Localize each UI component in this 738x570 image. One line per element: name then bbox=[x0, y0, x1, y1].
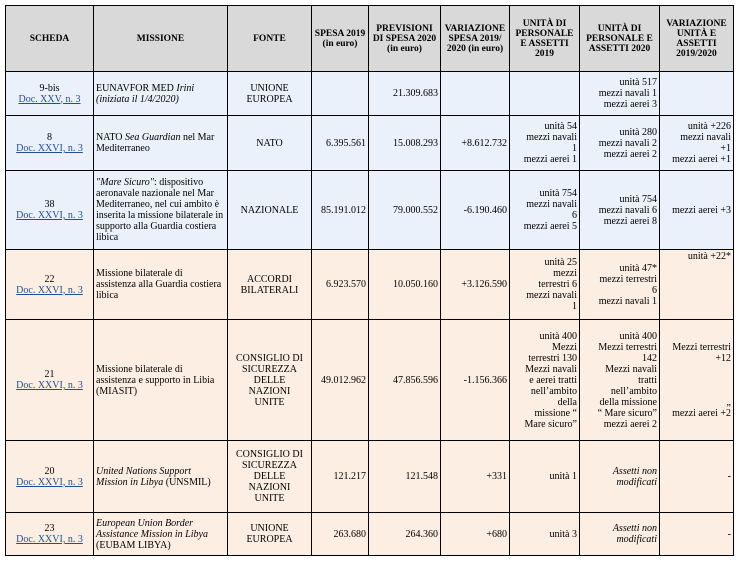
fonte-cell: NATO bbox=[228, 116, 312, 171]
scheda-number: 23 bbox=[44, 523, 55, 534]
unita-2020-cell: Assetti non modificati bbox=[580, 441, 660, 513]
unita-2019-cell: unità 400 Mezzi terrestri 130 Mezzi navali e aerei tratti nell’ambito della missione “ Mare sicuro” bbox=[510, 320, 580, 441]
missione-italic: United Nations Support Mission in Libya bbox=[96, 465, 192, 488]
unita-2019-cell: unità 25 mezzi terrestri 6 mezzi navali 1 bbox=[510, 250, 580, 320]
variazione-spesa-cell bbox=[441, 72, 510, 116]
fonte-cell: UNIONE EUROPEA bbox=[228, 513, 312, 556]
unita-2019-cell: unità 54 mezzi navali 1 mezzi aerei 1 bbox=[510, 116, 580, 171]
unita-2020-cell: unità 400 Mezzi terrestri 142 Mezzi navali tratti nell’ambito della missione “ Mare sicuro” mezzi aerei 2 bbox=[580, 320, 660, 441]
variazione-unita-cell: unità +22* bbox=[660, 250, 734, 320]
table-row bbox=[6, 513, 734, 556]
doc-link[interactable]: Doc. XXVI, n. 3 bbox=[16, 476, 83, 488]
missions-table-container bbox=[5, 5, 733, 556]
scheda-cell bbox=[6, 171, 94, 250]
scheda-cell bbox=[6, 513, 94, 556]
variazione-spesa-cell: +331 bbox=[441, 441, 510, 513]
doc-link[interactable]: Doc. XXV, n. 3 bbox=[18, 93, 81, 105]
missione-italic: "Mare Sicuro" bbox=[96, 177, 154, 188]
variazione-unita-cell: - bbox=[660, 441, 734, 513]
previsioni-2020-cell: 21.309.683 bbox=[369, 72, 441, 116]
missione-text: NATO bbox=[96, 132, 125, 143]
scheda-number: 9-bis bbox=[39, 82, 60, 94]
missione-cell bbox=[94, 116, 228, 171]
header-scheda: SCHEDA bbox=[6, 6, 94, 72]
unita-2020-cell: unità 280 mezzi navali 2 mezzi aerei 2 bbox=[580, 116, 660, 171]
fonte-cell: ACCORDI BILATERALI bbox=[228, 250, 312, 320]
missione-text-post: (UNSMIL) bbox=[163, 476, 211, 488]
header-missione: MISSIONE bbox=[94, 6, 228, 72]
missione-cell: Missione bilaterale di assistenza alla Guardia costiera libica bbox=[94, 250, 228, 320]
table-row bbox=[6, 116, 734, 171]
header-unita-2019: UNITÀ DI PERSONALE E ASSETTI 2019 bbox=[510, 6, 580, 72]
scheda-number: 21 bbox=[44, 369, 55, 380]
previsioni-2020-cell: 79.000.552 bbox=[369, 171, 441, 250]
variazione-unita-cell: Mezzi terrestri +12 „ mezzi aerei +2 bbox=[660, 320, 734, 441]
header-row bbox=[6, 6, 734, 72]
previsioni-2020-cell: 10.050.160 bbox=[369, 250, 441, 320]
spesa-2019-cell: 6.923.570 bbox=[312, 250, 369, 320]
variazione-spesa-cell: -6.190.460 bbox=[441, 171, 510, 250]
variazione-spesa-cell: +680 bbox=[441, 513, 510, 556]
scheda-cell bbox=[6, 116, 94, 171]
spesa-2019-cell bbox=[312, 72, 369, 116]
header-unita-2020: UNITÀ DI PERSONALE E ASSETTI 2020 bbox=[580, 6, 660, 72]
spesa-2019-cell: 6.395.561 bbox=[312, 116, 369, 171]
table-row bbox=[6, 171, 734, 250]
spesa-2019-cell: 121.217 bbox=[312, 441, 369, 513]
variazione-unita-cell: - bbox=[660, 513, 734, 556]
scheda-cell bbox=[6, 72, 94, 116]
fonte-cell: NAZIONALE bbox=[228, 171, 312, 250]
missione-italic: Irini bbox=[176, 82, 195, 94]
fonte-cell: CONSIGLIO DI SICUREZZA DELLE NAZIONI UNITE bbox=[228, 320, 312, 441]
header-variazione-unita: VARIAZIONE UNITÀ E ASSETTI 2019/2020 bbox=[660, 6, 734, 72]
missione-note: (iniziata il 1/4/2020) bbox=[96, 93, 179, 105]
header-spesa-2019: SPESA 2019 (in euro) bbox=[312, 6, 369, 72]
missione-text: EUNAVFOR MED bbox=[96, 82, 177, 94]
fonte-cell: CONSIGLIO DI SICUREZZA DELLE NAZIONI UNITE bbox=[228, 441, 312, 513]
unita-2020-cell: unità 47* mezzi terrestri 6 mezzi navali 1 bbox=[580, 250, 660, 320]
table-row bbox=[6, 250, 734, 320]
missione-cell bbox=[94, 513, 228, 556]
unita-2019-cell bbox=[510, 72, 580, 116]
doc-link[interactable]: Doc. XXVI, n. 3 bbox=[16, 284, 83, 296]
variazione-unita-cell bbox=[660, 72, 734, 116]
scheda-cell bbox=[6, 320, 94, 441]
header-fonte: FONTE bbox=[228, 6, 312, 72]
scheda-cell bbox=[6, 441, 94, 513]
missione-cell bbox=[94, 441, 228, 513]
scheda-number: 20 bbox=[44, 465, 55, 477]
doc-link[interactable]: Doc. XXVI, n. 3 bbox=[16, 380, 83, 391]
scheda-number: 22 bbox=[44, 273, 55, 285]
unita-2020-cell: Assetti non modificati bbox=[580, 513, 660, 556]
scheda-number: 8 bbox=[47, 132, 52, 143]
missione-text-post: (EUBAM LIBYA) bbox=[96, 539, 171, 551]
unita-2020-cell: unità 517 mezzi navali 1 mezzi aerei 3 bbox=[580, 72, 660, 116]
previsioni-2020-cell: 47.856.596 bbox=[369, 320, 441, 441]
scheda-number: 38 bbox=[44, 199, 55, 210]
variazione-unita-cell: mezzi aerei +3 bbox=[660, 171, 734, 250]
doc-link[interactable]: Doc. XXVI, n. 3 bbox=[16, 143, 83, 154]
missions-table bbox=[5, 5, 734, 556]
missione-italic: European Union Border Assistance Mission in Libya bbox=[96, 517, 208, 540]
header-previsioni-2020: PREVISIONI DI SPESA 2020 (in euro) bbox=[369, 6, 441, 72]
unita-2020-cell: unità 754 mezzi navali 6 mezzi aerei 8 bbox=[580, 171, 660, 250]
variazione-spesa-cell: -1.156.366 bbox=[441, 320, 510, 441]
scheda-cell bbox=[6, 250, 94, 320]
variazione-spesa-cell: +8.612.732 bbox=[441, 116, 510, 171]
variazione-unita-cell: unità +226 mezzi navali +1 mezzi aerei +1 bbox=[660, 116, 734, 171]
previsioni-2020-cell: 121.548 bbox=[369, 441, 441, 513]
missione-cell bbox=[94, 171, 228, 250]
missione-text-post: nel Mar Mediterraneo bbox=[96, 132, 215, 154]
missione-cell: Missione bilaterale di assistenza e supporto in Libia (MIASIT) bbox=[94, 320, 228, 441]
unita-2019-cell: unità 754 mezzi navali 6 mezzi aerei 5 bbox=[510, 171, 580, 250]
missione-text-post: : dispositivo aeronavale nazionale nel Mar Mediterraneo, nel cui ambito è inserita la missione bilaterale in supporto alla Guardia costiera libica bbox=[96, 177, 224, 243]
spesa-2019-cell: 85.191.012 bbox=[312, 171, 369, 250]
previsioni-2020-cell: 15.008.293 bbox=[369, 116, 441, 171]
missione-cell bbox=[94, 72, 228, 116]
table-row bbox=[6, 320, 734, 441]
unita-2019-cell: unità 1 bbox=[510, 441, 580, 513]
spesa-2019-cell: 49.012.962 bbox=[312, 320, 369, 441]
unita-2019-cell: unità 3 bbox=[510, 513, 580, 556]
doc-link[interactable]: Doc. XXVI, n. 3 bbox=[16, 534, 83, 545]
table-row bbox=[6, 441, 734, 513]
table-row bbox=[6, 72, 734, 116]
header-variazione-spesa: VARIAZIONE SPESA 2019/ 2020 (in euro) bbox=[441, 6, 510, 72]
previsioni-2020-cell: 264.360 bbox=[369, 513, 441, 556]
spesa-2019-cell: 263.680 bbox=[312, 513, 369, 556]
fonte-cell: UNIONE EUROPEA bbox=[228, 72, 312, 116]
doc-link[interactable]: Doc. XXVI, n. 3 bbox=[16, 210, 83, 221]
missione-italic: Sea Guardian bbox=[124, 132, 181, 143]
variazione-spesa-cell: +3.126.590 bbox=[441, 250, 510, 320]
